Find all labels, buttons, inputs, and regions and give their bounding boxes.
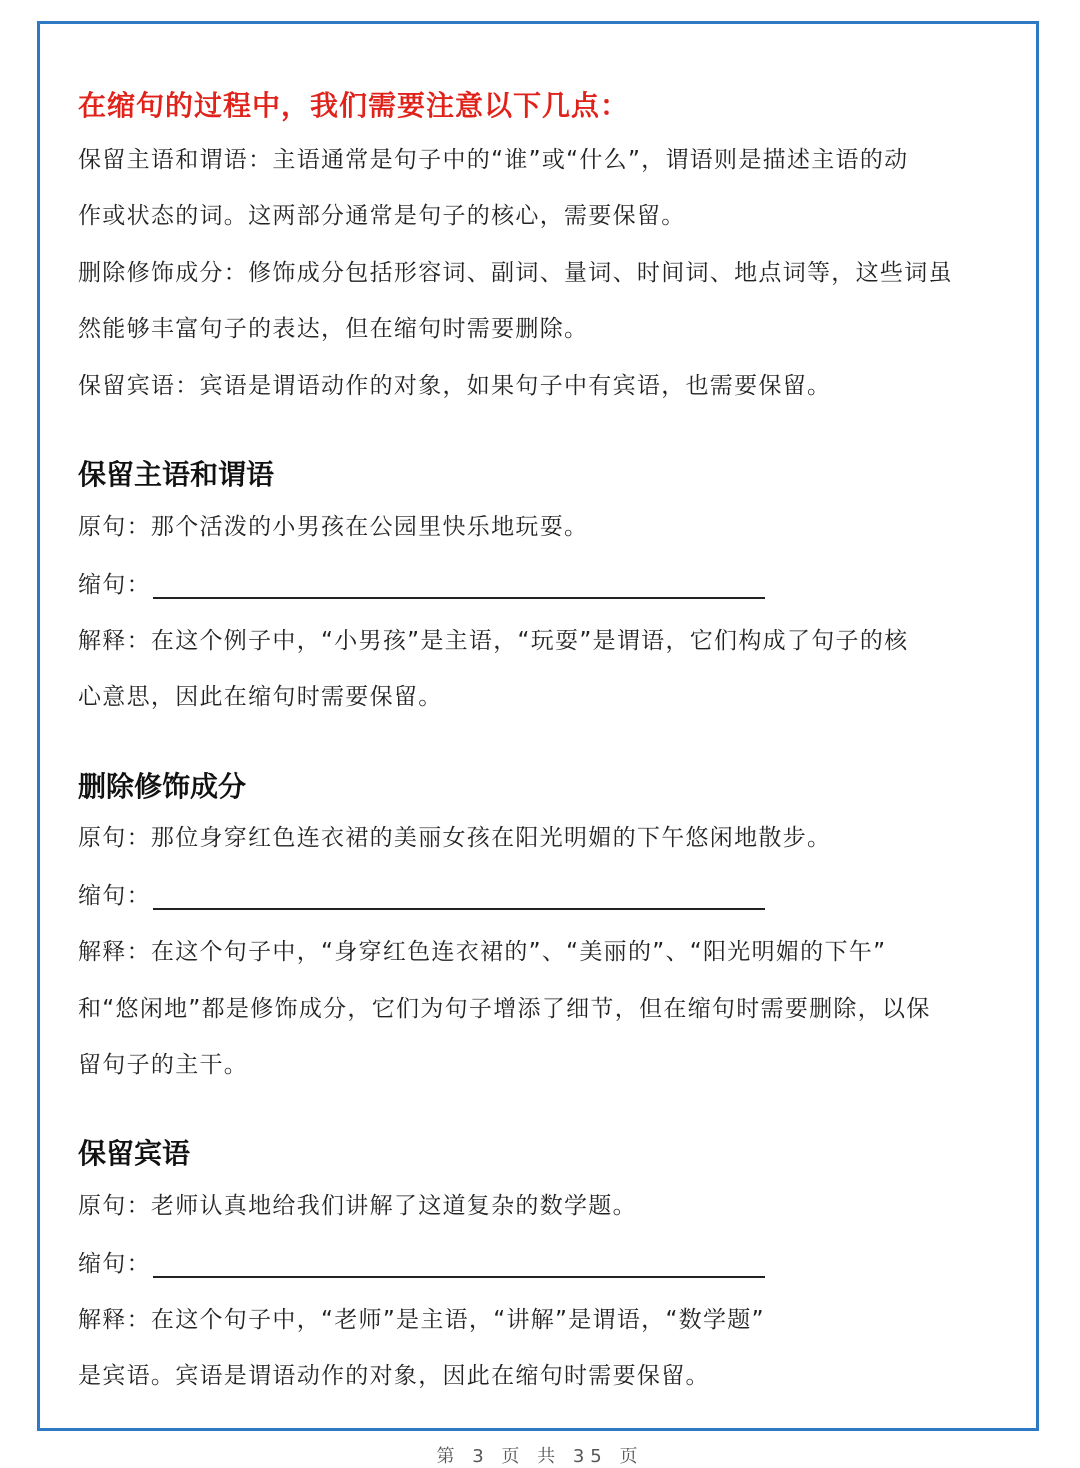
explanation-line: 解释：在这个句子中，“身穿红色连衣裙的”、“美丽的”、“阳光明媚的下午” <box>78 939 887 965</box>
section-title: 保留宾语 <box>78 1137 191 1170</box>
answer-label: 缩句： <box>78 572 151 598</box>
section-title: 删除修饰成分 <box>78 770 247 803</box>
intro-line: 保留主语和谓语：主语通常是句子中的“谁”或“什么”，谓语则是描述主语的动 <box>78 147 909 173</box>
intro-line: 然能够丰富句子的表达，但在缩句时需要删除。 <box>78 316 589 342</box>
original-sentence: 原句：那位身穿红色连衣裙的美丽女孩在阳光明媚的下午悠闲地散步。 <box>78 825 832 851</box>
page-number: 第 3 页 共 35 页 <box>436 1446 644 1467</box>
answer-blank[interactable] <box>153 597 765 599</box>
answer-blank[interactable] <box>153 908 765 910</box>
answer-label: 缩句： <box>78 883 151 909</box>
intro-line: 保留宾语：宾语是谓语动作的对象，如果句子中有宾语，也需要保留。 <box>78 373 832 399</box>
answer-label: 缩句： <box>78 1251 151 1277</box>
intro-line: 作或状态的词。这两部分通常是句子的核心，需要保留。 <box>78 203 686 229</box>
intro-line: 删除修饰成分：修饰成分包括形容词、副词、量词、时间词、地点词等，这些词虽 <box>78 260 953 286</box>
answer-blank[interactable] <box>153 1276 765 1278</box>
original-sentence: 原句：老师认真地给我们讲解了这道复杂的数学题。 <box>78 1193 637 1219</box>
explanation-line: 是宾语。宾语是谓语动作的对象，因此在缩句时需要保留。 <box>78 1363 710 1389</box>
explanation-line: 留句子的主干。 <box>78 1052 249 1078</box>
explanation-line: 心意思，因此在缩句时需要保留。 <box>78 684 443 710</box>
section-title: 保留主语和谓语 <box>78 458 275 491</box>
original-sentence: 原句：那个活泼的小男孩在公园里快乐地玩耍。 <box>78 514 589 540</box>
intro-heading: 在缩句的过程中，我们需要注意以下几点： <box>78 89 630 122</box>
explanation-line: 和“悠闲地”都是修饰成分，它们为句子增添了细节，但在缩句时需要删除，以保 <box>78 996 931 1022</box>
explanation-line: 解释：在这个句子中，“老师”是主语，“讲解”是谓语，“数学题” <box>78 1307 765 1333</box>
explanation-line: 解释：在这个例子中，“小男孩”是主语，“玩耍”是谓语，它们构成了句子的核 <box>78 628 909 654</box>
